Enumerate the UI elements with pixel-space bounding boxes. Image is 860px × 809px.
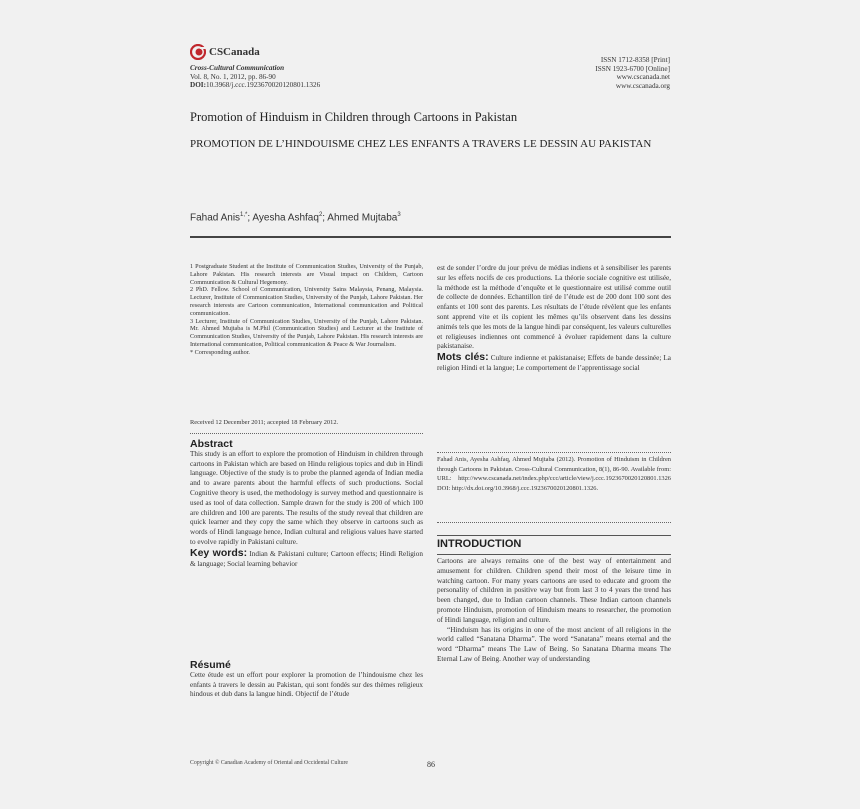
title-english: Promotion of Hinduism in Children through Cartoons in Pakistan: [190, 110, 518, 124]
footnote-1: 1 Postgraduate Student at the Institute of Communication Studies, University of the Punjab, Lahore Pakistan. His research interests are Visual impact on Children, Cartoon Communication & Cultural Hegemony.: [190, 263, 423, 286]
logo-text: CSCanada: [209, 46, 260, 58]
resume-heading: Résumé: [190, 659, 231, 671]
mots-cles: [437, 353, 671, 374]
resume-section: [190, 661, 423, 700]
journal-info: [190, 64, 320, 90]
citation-divider-bottom: [437, 522, 671, 523]
abstract-text: This study is an effort to explore the promotion of Hinduism in children through cartoons in Pakistan which are based on Hindu religious topics and dub in Hindi language. Objective of the study is to probe the planned agenda of Indian media and to aware parents about the harmful effects of such productions. Social Cognitive theory is used, the methodology is survey method and questionnaire is used as tool of data collection. Sample drawn for the study is 200 of which 100 are children and 100 are parents. The results of the study reveal that children are quick learner and they copy the same which they observe in cartoons such as words of Hindi language hence, Indian cultural and religious values have started to evolve rapidly in Pakistani culture.: [190, 449, 423, 546]
keywords: [190, 546, 423, 570]
journal-name: Cross-Cultural Communication: [190, 64, 285, 72]
mots-cles-label: Mots clés:: [437, 351, 489, 364]
volume-line: Vol. 8, No. 1, 2012, pp. 86-90: [190, 72, 276, 81]
introduction-body: [437, 557, 671, 665]
author-3-sup: 3: [397, 212, 401, 218]
mots-cles-text: Culture indienne et pakistanaise; Effets de bande dessinée; La religion Hindi et la langue; Le comportement de l’apprentissage social: [437, 354, 671, 372]
footnote-2: 2 PhD. Fellow. School of Communication, University Sains Malaysia, Penang, Malaysia. Lecturer, Institute of Communication Studies, University of the Punjab, Lahore Pakistan. Her research interests are Cartoon communication, International communication and Political communication.: [190, 286, 423, 317]
page-number: 86: [427, 760, 435, 769]
resume-continued: [437, 264, 671, 374]
title-french: PROMOTION DE L’HINDOUISME CHEZ LES ENFANTS A TRAVERS LE DESSIN AU PAKISTAN: [190, 138, 652, 150]
author-3: ; Ahmed Mujtaba: [322, 212, 398, 224]
intro-paragraph-1: Cartoons are always remains one of the best way of entertainment and amusement for children. Children spend their most of the leisure time in watching cartoon. For many years cartoons are used to educate and groom the personality of children in positive way but from last 3 to 4 years the trend has been changed, due to Indian cartoon channels. These Indian cartoon channels promote Hinduism, promotion of Hinduism means to researcher, the promotion of Hindi language, religion and culture.: [437, 557, 671, 624]
footnote-3: 3 Lecturer, Institute of Communication Studies, University of the Punjab, Lahore Pakistan. Mr. Ahmed Mujtaba is M.Phil (Communication Studies) and Lecturer at the Institute of Communication Studies, University of the Punjab, Lahore Pakistan. His research interests are International communication, Political communication & Peace & War Journalism.: [190, 317, 423, 348]
citation-divider-top: [437, 452, 671, 453]
issn-block: [595, 56, 670, 90]
url-net[interactable]: www.cscanada.net: [616, 73, 670, 82]
keywords-label: Key words:: [190, 546, 248, 559]
issn-print: ISSN 1712-8358 [Print]: [600, 56, 670, 64]
doi-label: DOI:: [190, 81, 206, 90]
publisher-logo: [190, 44, 260, 60]
author-2-sup: 2: [318, 212, 323, 218]
author-1: Fahad Anis: [190, 212, 241, 224]
introduction-heading: INTRODUCTION: [437, 538, 522, 550]
title-rule: [190, 236, 671, 238]
doi-value: 10.3968/j.ccc.1923670020120801.1326: [205, 81, 321, 90]
abstract-heading: Abstract: [190, 438, 233, 450]
authors-line: [190, 212, 401, 223]
resume-text-right: est de sonder l’ordre du jour prévu de médias indiens et à sensibiliser les parents sur les effets nocifs de ces productions. La théorie sociale cognitive est utilisée, la méthode est la méthode d’enquête et le questionnaire est utilisé comme outil de collecte de données. Echantillon tiré de l’étude est de 200 dont 100 sont des enfants et 100 sont des parents. Les résultats de l’étude révèlent que les enfants sont apprend vite et ils copient les mêmes qu’ils observent dans les dessins animés tels que les mots de la langue hindi par conséquent, les valeurs culturelles et religieuses indiennes ont commencé à évoluer rapidement dans la culture pakistanaise.: [437, 264, 671, 351]
abstract-divider: [190, 433, 423, 434]
intro-paragraph-2: “Hinduism has its origins in one of the most ancient of all religions in the world called “Sanatana Dharma”. The word “Sanatana” means eternal and the word “Dharma” means The Law of Being. So Sanatana Dharma means The Eternal Law of Being. Another way of understanding: [437, 625, 671, 663]
abstract-section: [190, 440, 423, 569]
citation-text: Fahad Anis, Ayesha Ashfaq, Ahmed Mujtaba (2012). Promotion of Hinduism in Children through Cartoons in Pakistan. Cross-Cultural Communication, 8(1), 86-90. Available from: URL: http://www.cscanada.net/index.php/ccc/article/view/j.ccc.1923670020120801.1326 DOI: http://dx.doi.org/10.3968/j.ccc.1923670020120801.1326.: [437, 456, 671, 492]
cscanada-logo-icon: [190, 44, 206, 60]
issn-online: ISSN 1923-6700 [Online]: [595, 64, 670, 73]
url-org[interactable]: www.cscanada.org: [615, 81, 670, 90]
footnote-corresponding: * Corresponding author.: [190, 348, 250, 356]
doi-line: [190, 81, 320, 90]
author-1-sup: 1,*: [240, 212, 248, 218]
keywords-text: Indian & Pakistani culture; Cartoon effects; Hindi Religion & language; Social learning behavior: [190, 549, 423, 568]
resume-text-left: Cette étude est un effort pour explorer la promotion de l’hindouisme chez les enfants à travers le dessin au Pakistan, qui sont fondés sur des thèmes religieux hindous et dub dans la langue hindi. Objectif de l’étude: [190, 670, 423, 699]
author-2: ; Ayesha Ashfaq: [247, 212, 319, 224]
copyright-footer: Copyright © Canadian Academy of Oriental and Occidental Culture: [190, 760, 348, 766]
received-dates: Received 12 December 2011; accepted 18 February 2012.: [190, 419, 339, 426]
author-footnotes: [190, 263, 423, 357]
